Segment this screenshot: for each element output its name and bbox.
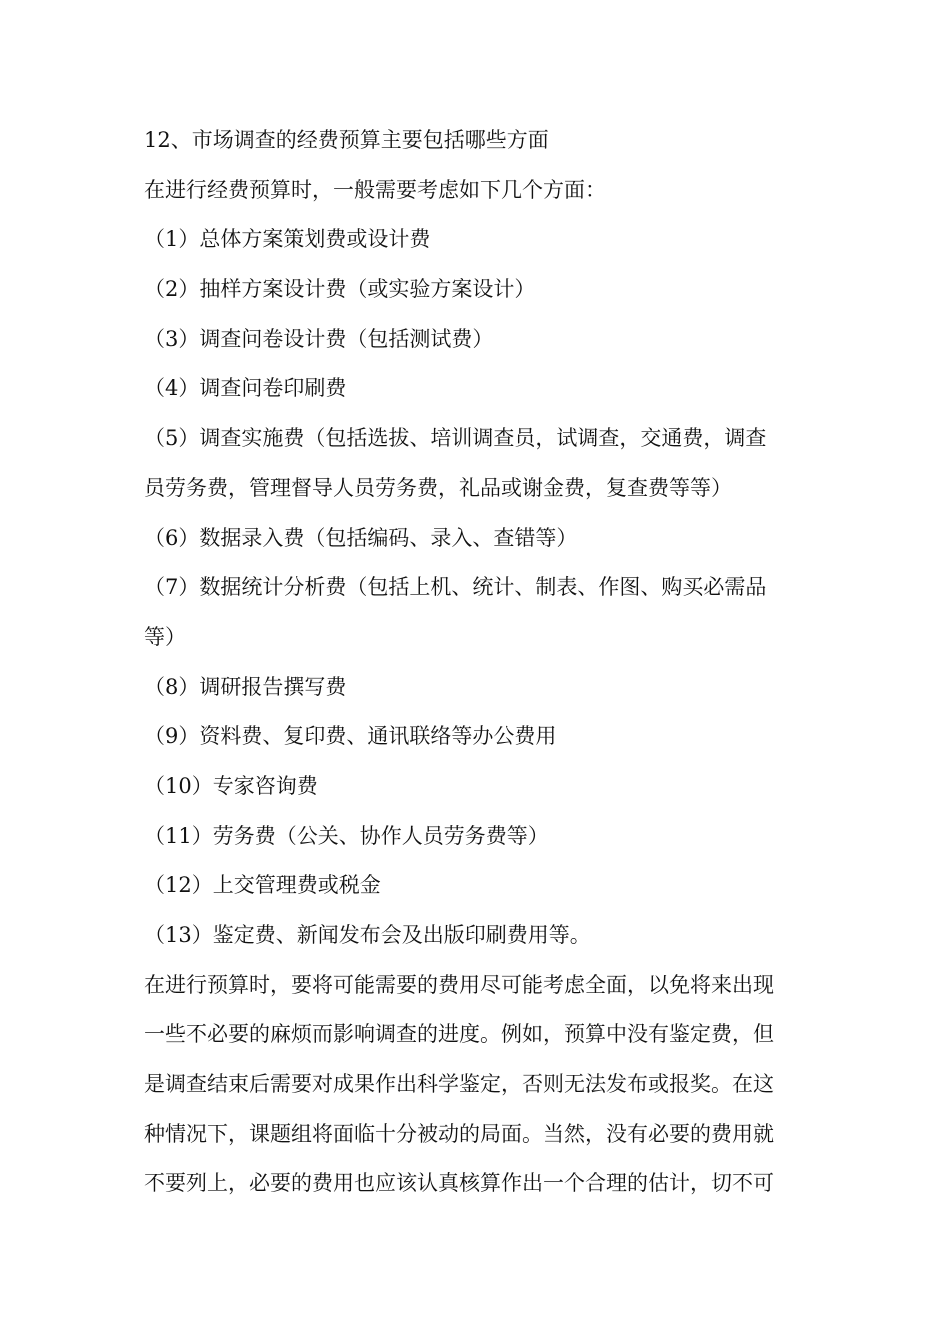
list-item: （7）数据统计分析费（包括上机、统计、制表、作图、购买必需品	[144, 575, 767, 600]
intro-paragraph: 在进行经费预算时，一般需要考虑如下几个方面：	[144, 177, 606, 202]
document-body	[144, 116, 809, 1209]
list-item: （2）抽样方案设计费（或实验方案设计）	[144, 277, 536, 302]
list-item: （1）总体方案策划费或设计费	[144, 227, 431, 252]
list-item: （10）专家咨询费	[144, 773, 318, 798]
list-item-continuation: 员劳务费，管理督导人员劳务费，礼品或谢金费，复查费等等）	[144, 475, 732, 500]
section-heading: 12、市场调查的经费预算主要包括哪些方面	[144, 128, 549, 152]
list-item: （5）调查实施费（包括选拔、培训调查员，试调查，交通费，调查	[144, 426, 767, 451]
list-item: （9）资料费、复印费、通讯联络等办公费用	[144, 724, 557, 749]
closing-paragraph-line: 种情况下，课题组将面临十分被动的局面。当然，没有必要的费用就	[144, 1121, 774, 1146]
list-item: （4）调查问卷印刷费	[144, 376, 347, 401]
closing-paragraph-line: 是调查结束后需要对成果作出科学鉴定，否则无法发布或报奖。在这	[144, 1072, 774, 1097]
list-item: （8）调研报告撰写费	[144, 674, 347, 699]
list-item: （11）劳务费（公关、协作人员劳务费等）	[144, 823, 549, 848]
list-item: （3）调查问卷设计费（包括测试费）	[144, 326, 494, 351]
list-item: （12）上交管理费或税金	[144, 873, 381, 898]
closing-paragraph-line: 不要列上，必要的费用也应该认真核算作出一个合理的估计，切不可	[144, 1171, 774, 1196]
list-item: （13）鉴定费、新闻发布会及出版印刷费用等。	[144, 923, 591, 947]
list-item-continuation: 等）	[144, 624, 186, 649]
list-item: （6）数据录入费（包括编码、录入、查错等）	[144, 525, 578, 550]
closing-paragraph-line: 一些不必要的麻烦而影响调查的进度。例如，预算中没有鉴定费，但	[144, 1022, 774, 1047]
closing-paragraph-line: 在进行预算时，要将可能需要的费用尽可能考虑全面，以免将来出现	[144, 972, 774, 997]
